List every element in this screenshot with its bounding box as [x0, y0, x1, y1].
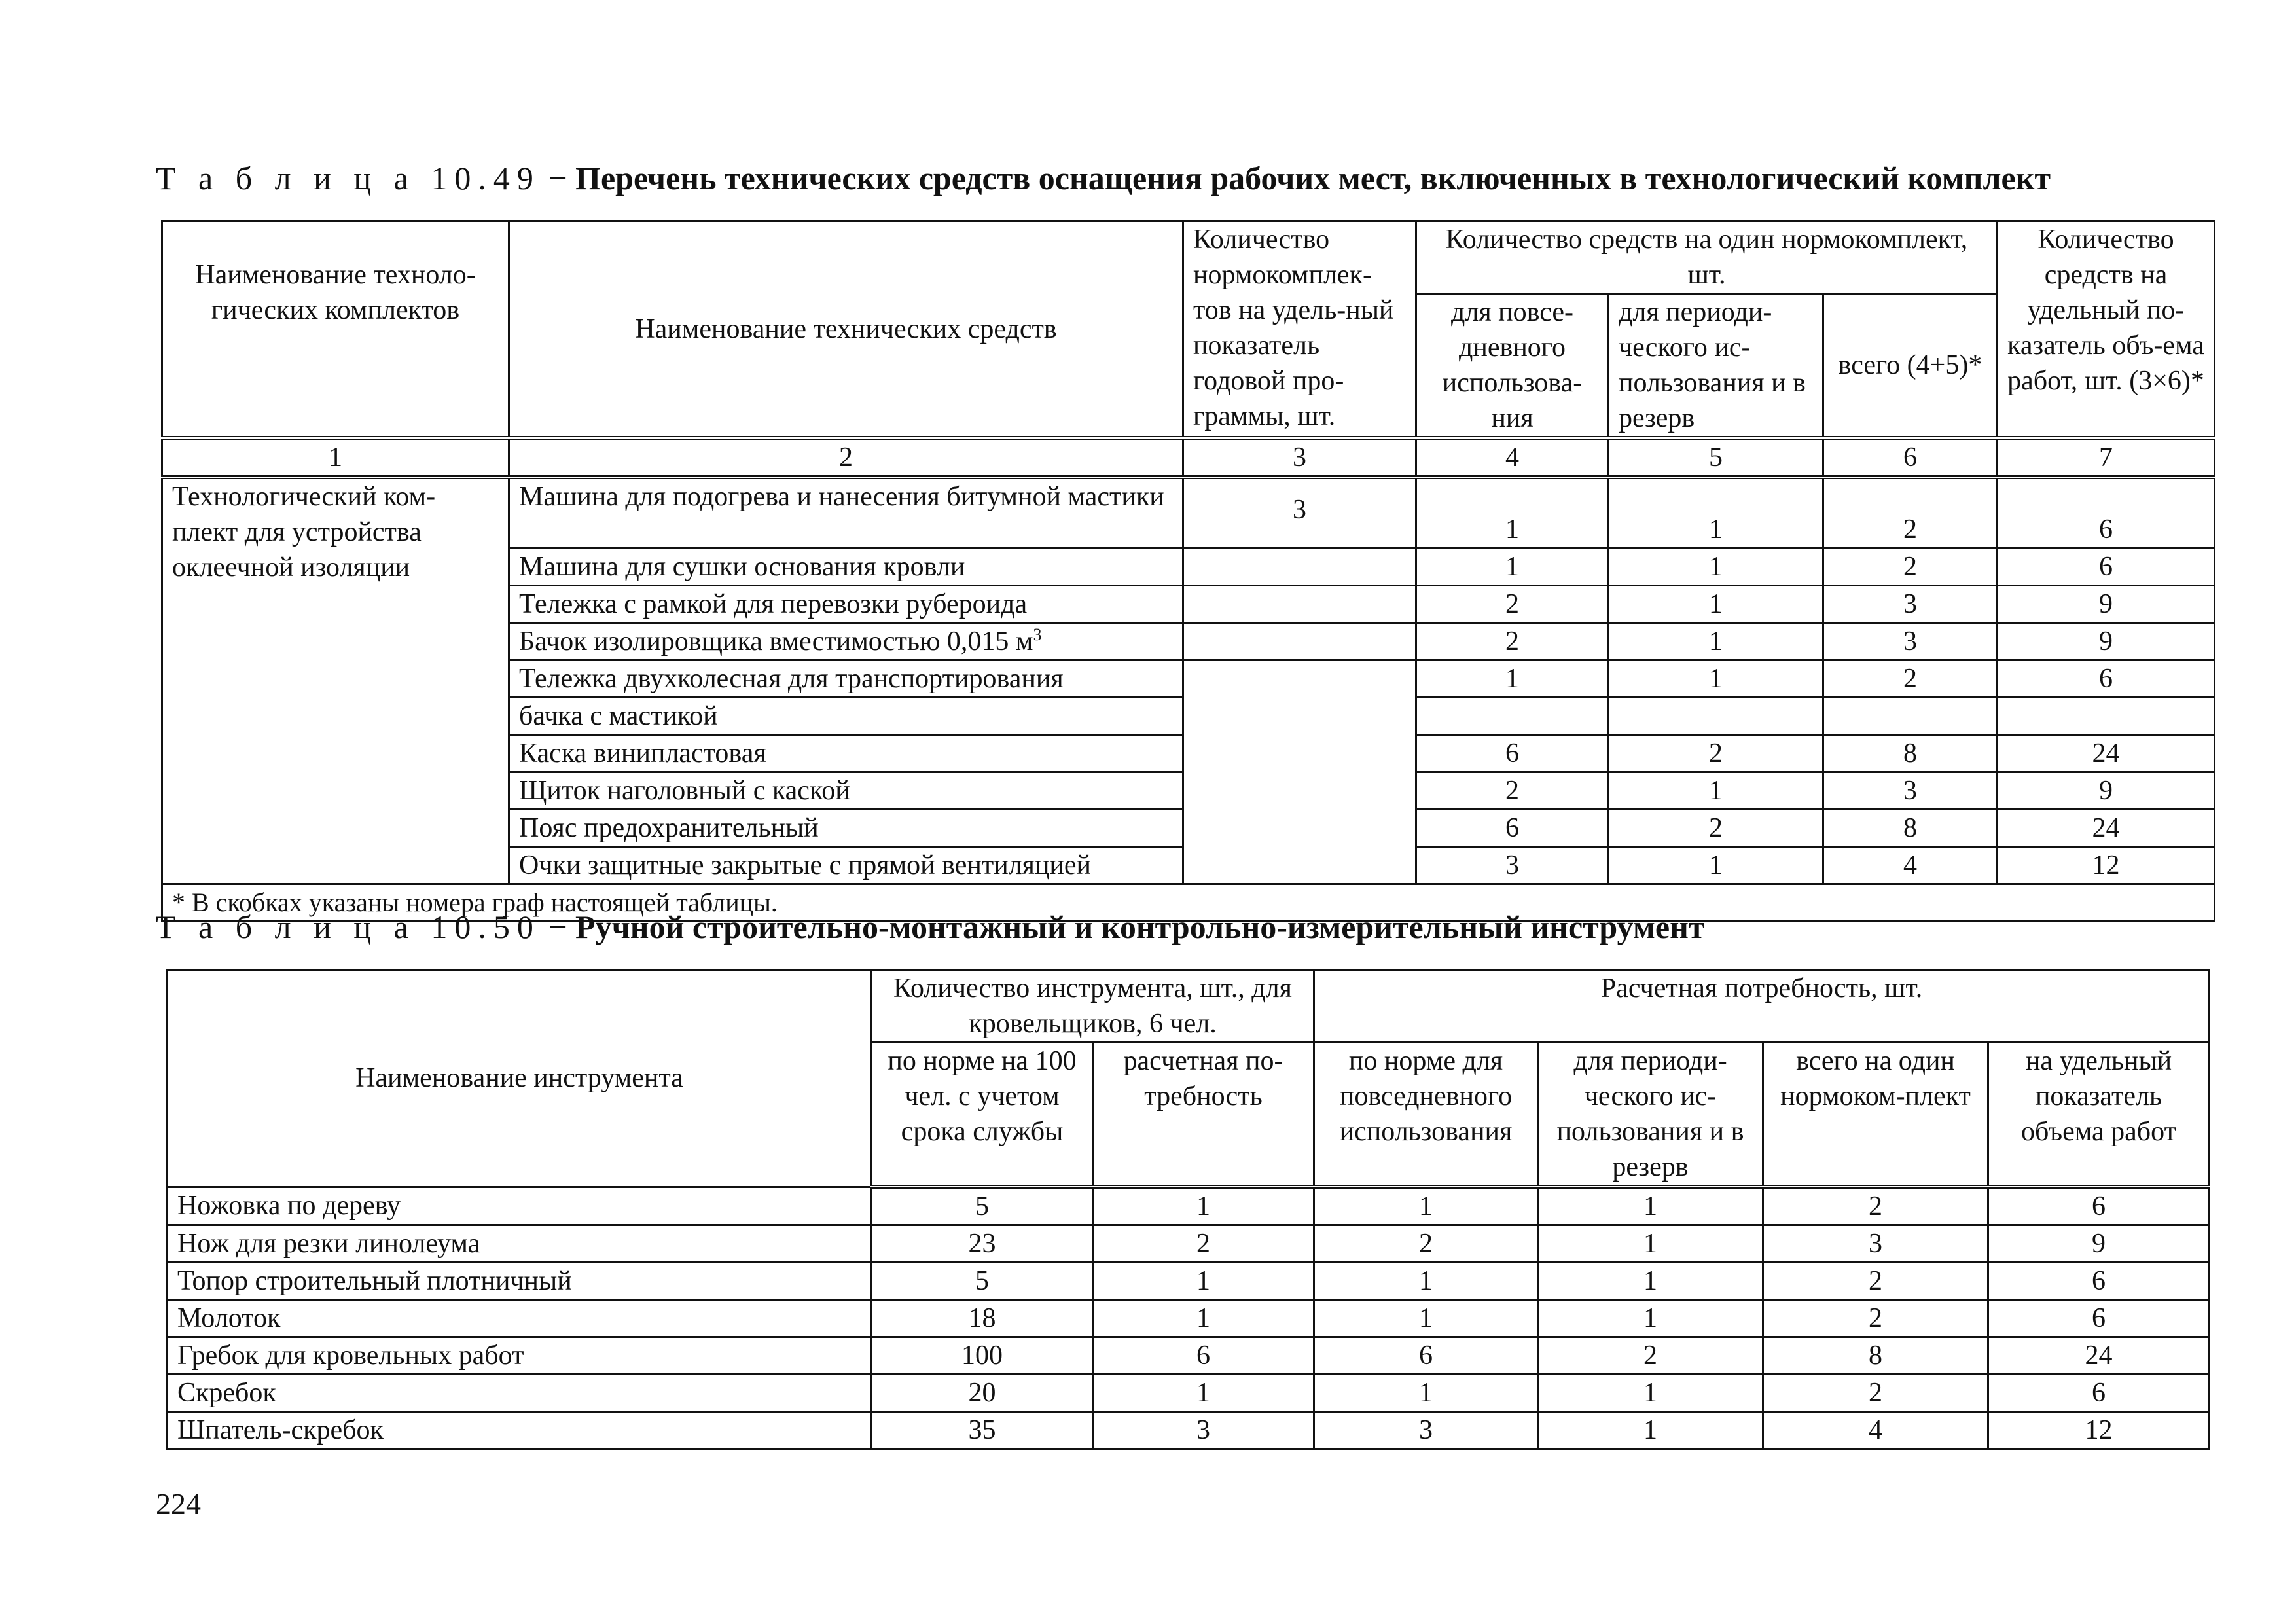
column-number: 3 — [1183, 438, 1416, 477]
header-tool-name: Наименование инструмента — [168, 970, 872, 1187]
total-count — [1823, 697, 1998, 734]
total-count: 2 — [1763, 1187, 1988, 1225]
header-normsets-count: Количество нормокомплек-тов на удель-ный показатель годовой про-граммы, шт. — [1183, 221, 1416, 439]
table-caption: Т а б л и ц а 10.49 — [156, 160, 541, 196]
periodic-count: 1 — [1538, 1225, 1763, 1263]
periodic-count: 1 — [1609, 846, 1823, 884]
per-volume-count: 6 — [1998, 660, 2215, 697]
means-name: Тележка с рамкой для перевозки рубероида — [509, 585, 1183, 623]
column-number: 4 — [1416, 438, 1609, 477]
header-daily-use: по норме для повседневного использования — [1314, 1043, 1538, 1187]
calculated-need: 1 — [1093, 1187, 1314, 1225]
empty-cell — [1183, 548, 1416, 585]
daily-count: 1 — [1314, 1263, 1538, 1300]
total-count: 2 — [1763, 1300, 1988, 1337]
per-volume-count: 6 — [1998, 548, 2215, 585]
total-count: 3 — [1763, 1225, 1988, 1263]
calculated-need: 1 — [1093, 1375, 1314, 1412]
empty-cell — [1183, 623, 1416, 660]
total-count: 2 — [1823, 548, 1998, 585]
periodic-count: 1 — [1609, 623, 1823, 660]
table-10-49 — [161, 220, 2215, 922]
normsets-count: 3 — [1183, 477, 1416, 548]
per-volume-count: 9 — [1988, 1225, 2210, 1263]
total-count: 4 — [1823, 846, 1998, 884]
daily-count: 2 — [1416, 772, 1609, 809]
table-10-49-title: Т а б л и ц а 10.49 − Перечень технических средств оснащения рабочих мест, включенных в технологический комплект — [156, 160, 2051, 196]
empty-cell — [1183, 660, 1416, 884]
superscript: 3 — [1033, 624, 1042, 644]
periodic-count: 2 — [1538, 1337, 1763, 1375]
table-caption: Т а б л и ц а 10.50 — [156, 909, 541, 945]
calculated-need: 2 — [1093, 1225, 1314, 1263]
per-volume-count: 6 — [1988, 1263, 2210, 1300]
calculated-need: 1 — [1093, 1263, 1314, 1300]
table-row — [168, 1300, 2210, 1337]
means-name: Щиток наголовный с каской — [509, 772, 1183, 809]
header-calculated: расчетная по-требность — [1093, 1043, 1314, 1187]
daily-count: 1 — [1314, 1375, 1538, 1412]
total-count: 8 — [1823, 809, 1998, 846]
periodic-count: 1 — [1538, 1187, 1763, 1225]
per-volume-count: 12 — [1988, 1412, 2210, 1449]
means-name: Очки защитные закрытые с прямой вентиляцией — [509, 846, 1183, 884]
total-count: 2 — [1763, 1263, 1988, 1300]
norm-per-100: 100 — [872, 1337, 1093, 1375]
header-total-per-normset: всего на один нормоком-плект — [1763, 1043, 1988, 1187]
column-number: 1 — [162, 438, 509, 477]
tool-name: Нож для резки линолеума — [168, 1225, 872, 1263]
tool-name: Скребок — [168, 1375, 872, 1412]
daily-count: 1 — [1314, 1300, 1538, 1337]
daily-count: 3 — [1314, 1412, 1538, 1449]
means-name: Тележка двухколесная для транспортирования — [509, 660, 1183, 697]
total-count: 8 — [1763, 1337, 1988, 1375]
daily-count — [1416, 697, 1609, 734]
page-number: 224 — [156, 1487, 201, 1521]
header-means-per-normset: Количество средств на один нормокомплект, шт. — [1416, 221, 1998, 294]
means-name: Каска винипластовая — [509, 734, 1183, 772]
daily-count: 1 — [1416, 477, 1609, 548]
norm-per-100: 18 — [872, 1300, 1093, 1337]
per-volume-count — [1998, 697, 2215, 734]
column-number: 7 — [1998, 438, 2215, 477]
periodic-count: 1 — [1538, 1263, 1763, 1300]
means-name: Машина для подогрева и нанесения битумной мастики — [509, 477, 1183, 548]
header-complex-name: Наименование техноло-гических комплектов — [162, 221, 509, 439]
per-volume-count: 24 — [1998, 734, 2215, 772]
means-name — [509, 623, 1183, 660]
periodic-count: 1 — [1609, 585, 1823, 623]
total-count: 3 — [1823, 623, 1998, 660]
norm-per-100: 5 — [872, 1263, 1093, 1300]
daily-count: 6 — [1416, 809, 1609, 846]
calculated-need: 6 — [1093, 1337, 1314, 1375]
means-name: Машина для сушки основания кровли — [509, 548, 1183, 585]
per-volume-count: 24 — [1988, 1337, 2210, 1375]
total-count: 3 — [1823, 585, 1998, 623]
per-volume-count: 6 — [1988, 1300, 2210, 1337]
periodic-count: 2 — [1609, 809, 1823, 846]
per-volume-count: 12 — [1998, 846, 2215, 884]
header-norm-per-100: по норме на 100 чел. с учетом срока службы — [872, 1043, 1093, 1187]
daily-count: 6 — [1314, 1337, 1538, 1375]
table-row — [168, 1187, 2210, 1225]
table-row — [168, 1375, 2210, 1412]
header-tool-count-group: Количество инструмента, шт., для кровельщиков, 6 чел. — [872, 970, 1314, 1043]
footnote: * В скобках указаны номера граф настоящей таблицы. — [162, 884, 2215, 921]
norm-per-100: 35 — [872, 1412, 1093, 1449]
per-volume-count: 6 — [1988, 1187, 2210, 1225]
column-number: 2 — [509, 438, 1183, 477]
means-name: Пояс предохранительный — [509, 809, 1183, 846]
header-means-per-volume: Количество средств на удельный по-казатель объ-ема работ, шт. (3×6)* — [1998, 221, 2215, 439]
norm-per-100: 23 — [872, 1225, 1093, 1263]
table-row — [168, 1263, 2210, 1300]
daily-count: 2 — [1314, 1225, 1538, 1263]
table-row — [168, 1337, 2210, 1375]
norm-per-100: 5 — [872, 1187, 1093, 1225]
periodic-count: 1 — [1538, 1375, 1763, 1412]
daily-count: 2 — [1416, 585, 1609, 623]
norm-per-100: 20 — [872, 1375, 1093, 1412]
tool-name: Гребок для кровельных работ — [168, 1337, 872, 1375]
column-number: 6 — [1823, 438, 1998, 477]
periodic-count: 1 — [1609, 772, 1823, 809]
daily-count: 1 — [1314, 1187, 1538, 1225]
table-title-text: Перечень технических средств оснащения рабочих мест, включенных в технологический комплект — [575, 160, 2051, 196]
header-per-volume: на удельный показатель объема работ — [1988, 1043, 2210, 1187]
periodic-count: 1 — [1609, 660, 1823, 697]
daily-count: 2 — [1416, 623, 1609, 660]
table-title-text: Ручной строительно-монтажный и контрольно-измерительный инструмент — [575, 909, 1705, 945]
header-periodic-use: для периоди-ческого ис-пользования и в резерв — [1609, 294, 1823, 439]
periodic-count: 1 — [1538, 1300, 1763, 1337]
table-row — [168, 1412, 2210, 1449]
tool-name: Топор строительный плотничный — [168, 1263, 872, 1300]
periodic-count: 1 — [1538, 1412, 1763, 1449]
header-periodic-use: для периоди-ческого ис-пользования и в резерв — [1538, 1043, 1763, 1187]
periodic-count: 2 — [1609, 734, 1823, 772]
calculated-need: 1 — [1093, 1300, 1314, 1337]
header-technical-means: Наименование технических средств — [509, 221, 1183, 439]
daily-count: 6 — [1416, 734, 1609, 772]
total-count: 4 — [1763, 1412, 1988, 1449]
tool-name: Молоток — [168, 1300, 872, 1337]
per-volume-count: 6 — [1998, 477, 2215, 548]
periodic-count — [1609, 697, 1823, 734]
total-count: 2 — [1823, 477, 1998, 548]
total-count: 2 — [1823, 660, 1998, 697]
means-name-text: Бачок изолировщика вместимостью 0,015 м — [519, 626, 1033, 657]
per-volume-count: 6 — [1988, 1375, 2210, 1412]
header-daily-use: для повсе-дневного использова-ния — [1416, 294, 1609, 439]
per-volume-count: 9 — [1998, 772, 2215, 809]
per-volume-count: 24 — [1998, 809, 2215, 846]
header-calculated-need-group: Расчетная потребность, шт. — [1314, 970, 2210, 1043]
empty-cell — [1183, 585, 1416, 623]
per-volume-count: 9 — [1998, 623, 2215, 660]
daily-count: 1 — [1416, 660, 1609, 697]
daily-count: 1 — [1416, 548, 1609, 585]
total-count: 8 — [1823, 734, 1998, 772]
header-total: всего (4+5)* — [1823, 294, 1998, 439]
column-number: 5 — [1609, 438, 1823, 477]
tool-name: Ножовка по дереву — [168, 1187, 872, 1225]
table-row — [168, 1225, 2210, 1263]
total-count: 3 — [1823, 772, 1998, 809]
periodic-count: 1 — [1609, 477, 1823, 548]
total-count: 2 — [1763, 1375, 1988, 1412]
tool-name: Шпатель-скребок — [168, 1412, 872, 1449]
periodic-count: 1 — [1609, 548, 1823, 585]
table-row — [162, 477, 2215, 548]
table-10-50-title: Т а б л и ц а 10.50 − Ручной строительно-монтажный и контрольно-измерительный инструмент — [156, 909, 1705, 945]
means-name: бачка с мастикой — [509, 697, 1183, 734]
daily-count: 3 — [1416, 846, 1609, 884]
per-volume-count: 9 — [1998, 585, 2215, 623]
complex-name: Технологический ком-плект для устройства оклеечной изоляции — [162, 477, 509, 884]
calculated-need: 3 — [1093, 1412, 1314, 1449]
table-10-50 — [166, 969, 2210, 1450]
